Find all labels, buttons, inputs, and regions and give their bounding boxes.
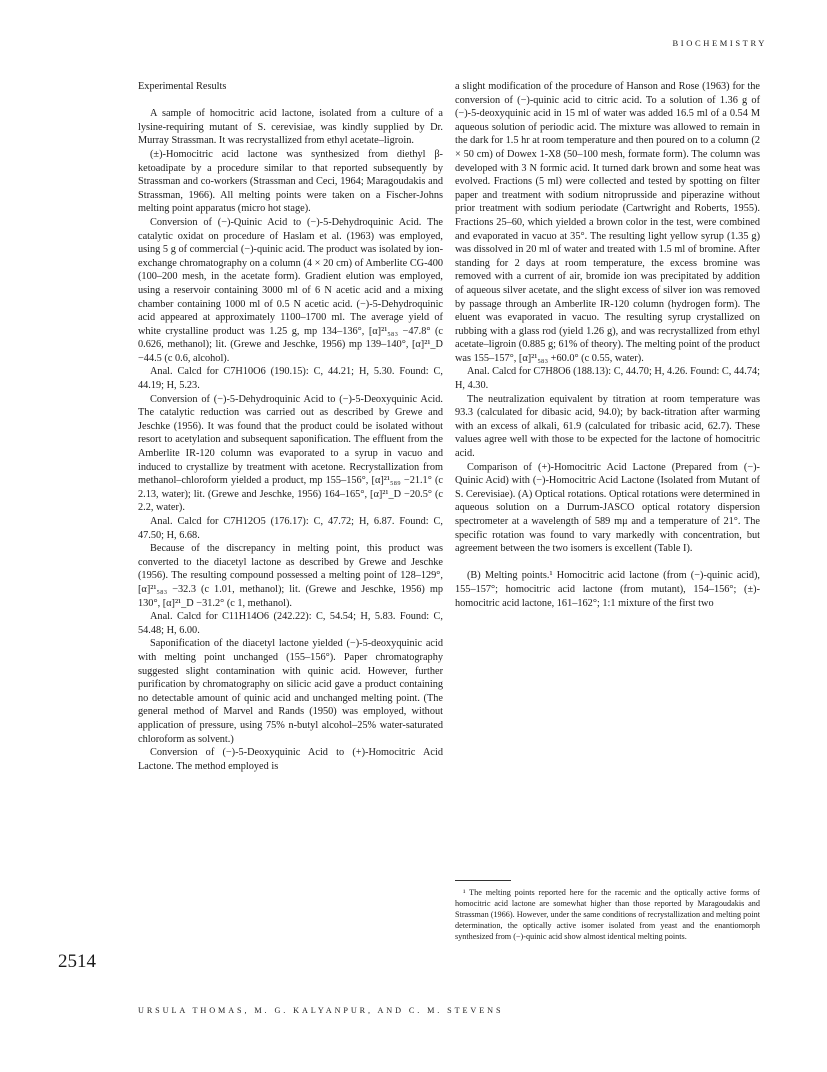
paragraph: Anal. Calcd for C7H8O6 (188.13): C, 44.70; H, 4.26. Found: C, 44.74; H, 4.30. [455, 366, 760, 392]
paragraph: A sample of homocitric acid lactone, isolated from a culture of a lysine-requiring mutant of S. cerevisiae, was kindly supplied by Dr. Murray Strassman. It was recrystallized from ethyl acetate–ligroin. [138, 108, 443, 147]
page-number: 2514 [58, 951, 96, 972]
paragraph: Conversion of (−)-5-Dehydroquinic Acid to (−)-5-Deoxyquinic Acid. The catalytic reduction was carried out as described by Grewe and Jeschke (1956). It was found that the product could be isolated without resort to acetylation and subsequent saponification. The effluent from the Amberlite IR-120 column was evaporated to a syrup in vacuo and induced to crystallize by treatment with acetone. Recrystallization from methanol–chloroform yielded a product, mp 155–156°, [α]²¹₅₈₉ −21.1° (c 2.13, water); lit. (Grewe and Jeschke, 1956) 164–165°, [α]²¹_D −20.5° (c 2.2, water). [138, 393, 443, 514]
paragraph: Because of the discrepancy in melting point, this product was converted to the diacetyl lactone as described by Grewe and Jeschke (1956). The resulting compound possessed a melting point of 128–129°, [α]²¹₅₈₃ −32.3 (c 1.01, methanol); lit. (Grewe and Jeschke, 1956) mp 130°, [α]²¹_D −31.2° (c 1, methanol). [138, 543, 443, 609]
paragraph: Comparison of (+)-Homocitric Acid Lactone (Prepared from (−)-Quinic Acid) with (−)-Homocitric Acid Lactone (Isolated from Mutant of S. Cerevisiae). (A) Optical rotations. Optical rotations were determined in aqueous solution on a Durrum-JASCO optical rotatory dispersion spectrometer at a wavelength of 589 mμ and a temperature of 21°. The specific rotation was found to vary markedly with concentration, but agreement between the two isomers is excellent (Table I). [455, 461, 760, 555]
paragraph: Anal. Calcd for C11H14O6 (242.22): C, 54.54; H, 5.83. Found: C, 54.48; H, 6.00. [138, 611, 443, 636]
right-column [455, 80, 760, 610]
paragraph: a slight modification of the procedure of Hanson and Rose (1963) for the conversion of (−)-quinic acid to citric acid. To a solution of 1.36 g of (−)-5-deoxyquinic acid in 15 ml of water was added 16.5 ml of a 0.54 M aqueous solution of periodic acid. The mixture was allowed to remain in the dark for 1.5 hr at room temperature and then poured on to a column (2 × 50 cm) of Dowex 1-X8 (50–100 mesh, formate form). The column was developed with 3 N formic acid. It turned dark brown and some heat was evolved. Fractions (5 ml) were collected and tested by spotting on filter paper and treatment with sodium nitroprusside and piperazine without prior treatment with sodium periodate (Cartwright and Roberts, 1955). Fractions 25–60, which yielded a brown color in the test, were combined and evaporated in vacuo at 35°. The resulting light yellow syrup (1.35 g) was dissolved in 20 ml of water and treated with 1.5 ml of bromine. After standing for 2 days at room temperature, the excess bromine was removed with a current of air, bromide ion was precipitated by addition of aqueous silver acetate, and the slight excess of silver ion was removed by passage through an Amberlite IR-120 column (hydrogen form). The eluent was evaporated in vacuo. The resulting syrup crystallized on rubbing with a glass rod (yield 1.26 g), and was recrystallized from ethyl acetate–ligroin (0.885 g; 61% of theory). The melting point of the product was 155–157°, [α]²¹₅₈₃ +60.0° (c 0.55, water). [455, 81, 760, 364]
paragraph: Conversion of (−)-Quinic Acid to (−)-5-Dehydroquinic Acid. The catalytic oxidat on procedure of Haslam et al. (1963) was employed, using 5 g of commercial (−)-quinic acid. The product was isolated by ion-exchange chromatography on a column (4 × 20 cm) of Amberlite CG-400 (100–200 mesh, in the acetate form). Gradient elution was employed, using a reservoir containing 3000 ml of 6 N acetic acid and a mixing chamber containing 1000 ml of 0.5 N acetic acid. (−)-5-Dehydroquinic acid appeared at approximately 1100–1700 ml. The average yield of white crystalline product was 1.25 g, mp 134–136°, [α]²¹₅₈₃ −47.8° (c 0.626, methanol); lit. (Grewe and Jeschke, 1956) mp 139–140°, [α]²¹_D −44.5 (c 0.6, alcohol). [138, 216, 443, 364]
section-heading: Experimental Results [138, 81, 227, 92]
footnote: ¹ The melting points reported here for the racemic and the optically active forms of homocitric acid lactone are somewhat higher than those reported by Maragoudakis and Strassman (1966). However, under the same conditions of recrystallization and melting point determination, the optically active isomer isolated from yeast and the enantiomorph synthesized from (−)-quinic acid show almost identical melting points. [455, 888, 760, 941]
paragraph: (B) Melting points.¹ Homocitric acid lactone (from (−)-quinic acid), 155–157°; homocitric acid lactone (from mutant), 154–156°; (±)-homocitric acid lactone, 161–162°; 1:1 mixture of the first two [455, 570, 760, 609]
author-line: URSULA THOMAS, M. G. KALYANPUR, AND C. M. STEVENS [138, 1006, 504, 1015]
paragraph: Anal. Calcd for C7H12O5 (176.17): C, 47.72; H, 6.87. Found: C, 47.50; H, 6.68. [138, 516, 443, 541]
left-column [138, 80, 443, 773]
paragraph: (±)-Homocitric acid lactone was synthesized from diethyl β-ketoadipate by a procedure similar to that reported subsequently by Strassman and co-workers (Strassman and Ceci, 1964; Maragoudakis and Strassman, 1966). All melting points were taken on a Fischer-Johns melting point apparatus (micro hot stage). [138, 148, 443, 215]
paragraph: Saponification of the diacetyl lactone yielded (−)-5-deoxyquinic acid with melting point unchanged (155–156°). Paper chromatography suggested slight contamination with quinic acid. However, further purification by chromatography on silicic acid gave a product containing no detectable amount of quinic acid and unchanged melting point. (The general method of Marvel and Rands (1950) was employed, without application of pressure, using 75% n-butyl alcohol–25% water-saturated chloroform as solvent.) [138, 638, 443, 745]
paragraph: Anal. Calcd for C7H10O6 (190.15): C, 44.21; H, 5.30. Found: C, 44.19; H, 5.23. [138, 366, 443, 392]
running-head-journal: BIOCHEMISTRY [672, 38, 767, 48]
footnote-rule [455, 880, 511, 881]
paragraph: Conversion of (−)-5-Deoxyquinic Acid to (+)-Homocitric Acid Lactone. The method employed is [138, 747, 443, 772]
paragraph: The neutralization equivalent by titration at room temperature was 93.3 (calculated for dibasic acid, 94.0); by back-titration after warming with an excess of alkali, 61.9 (calculated for tribasic acid, 62.7). These values agree well with those to be expected for the lactone of homocitric acid. [455, 393, 760, 460]
